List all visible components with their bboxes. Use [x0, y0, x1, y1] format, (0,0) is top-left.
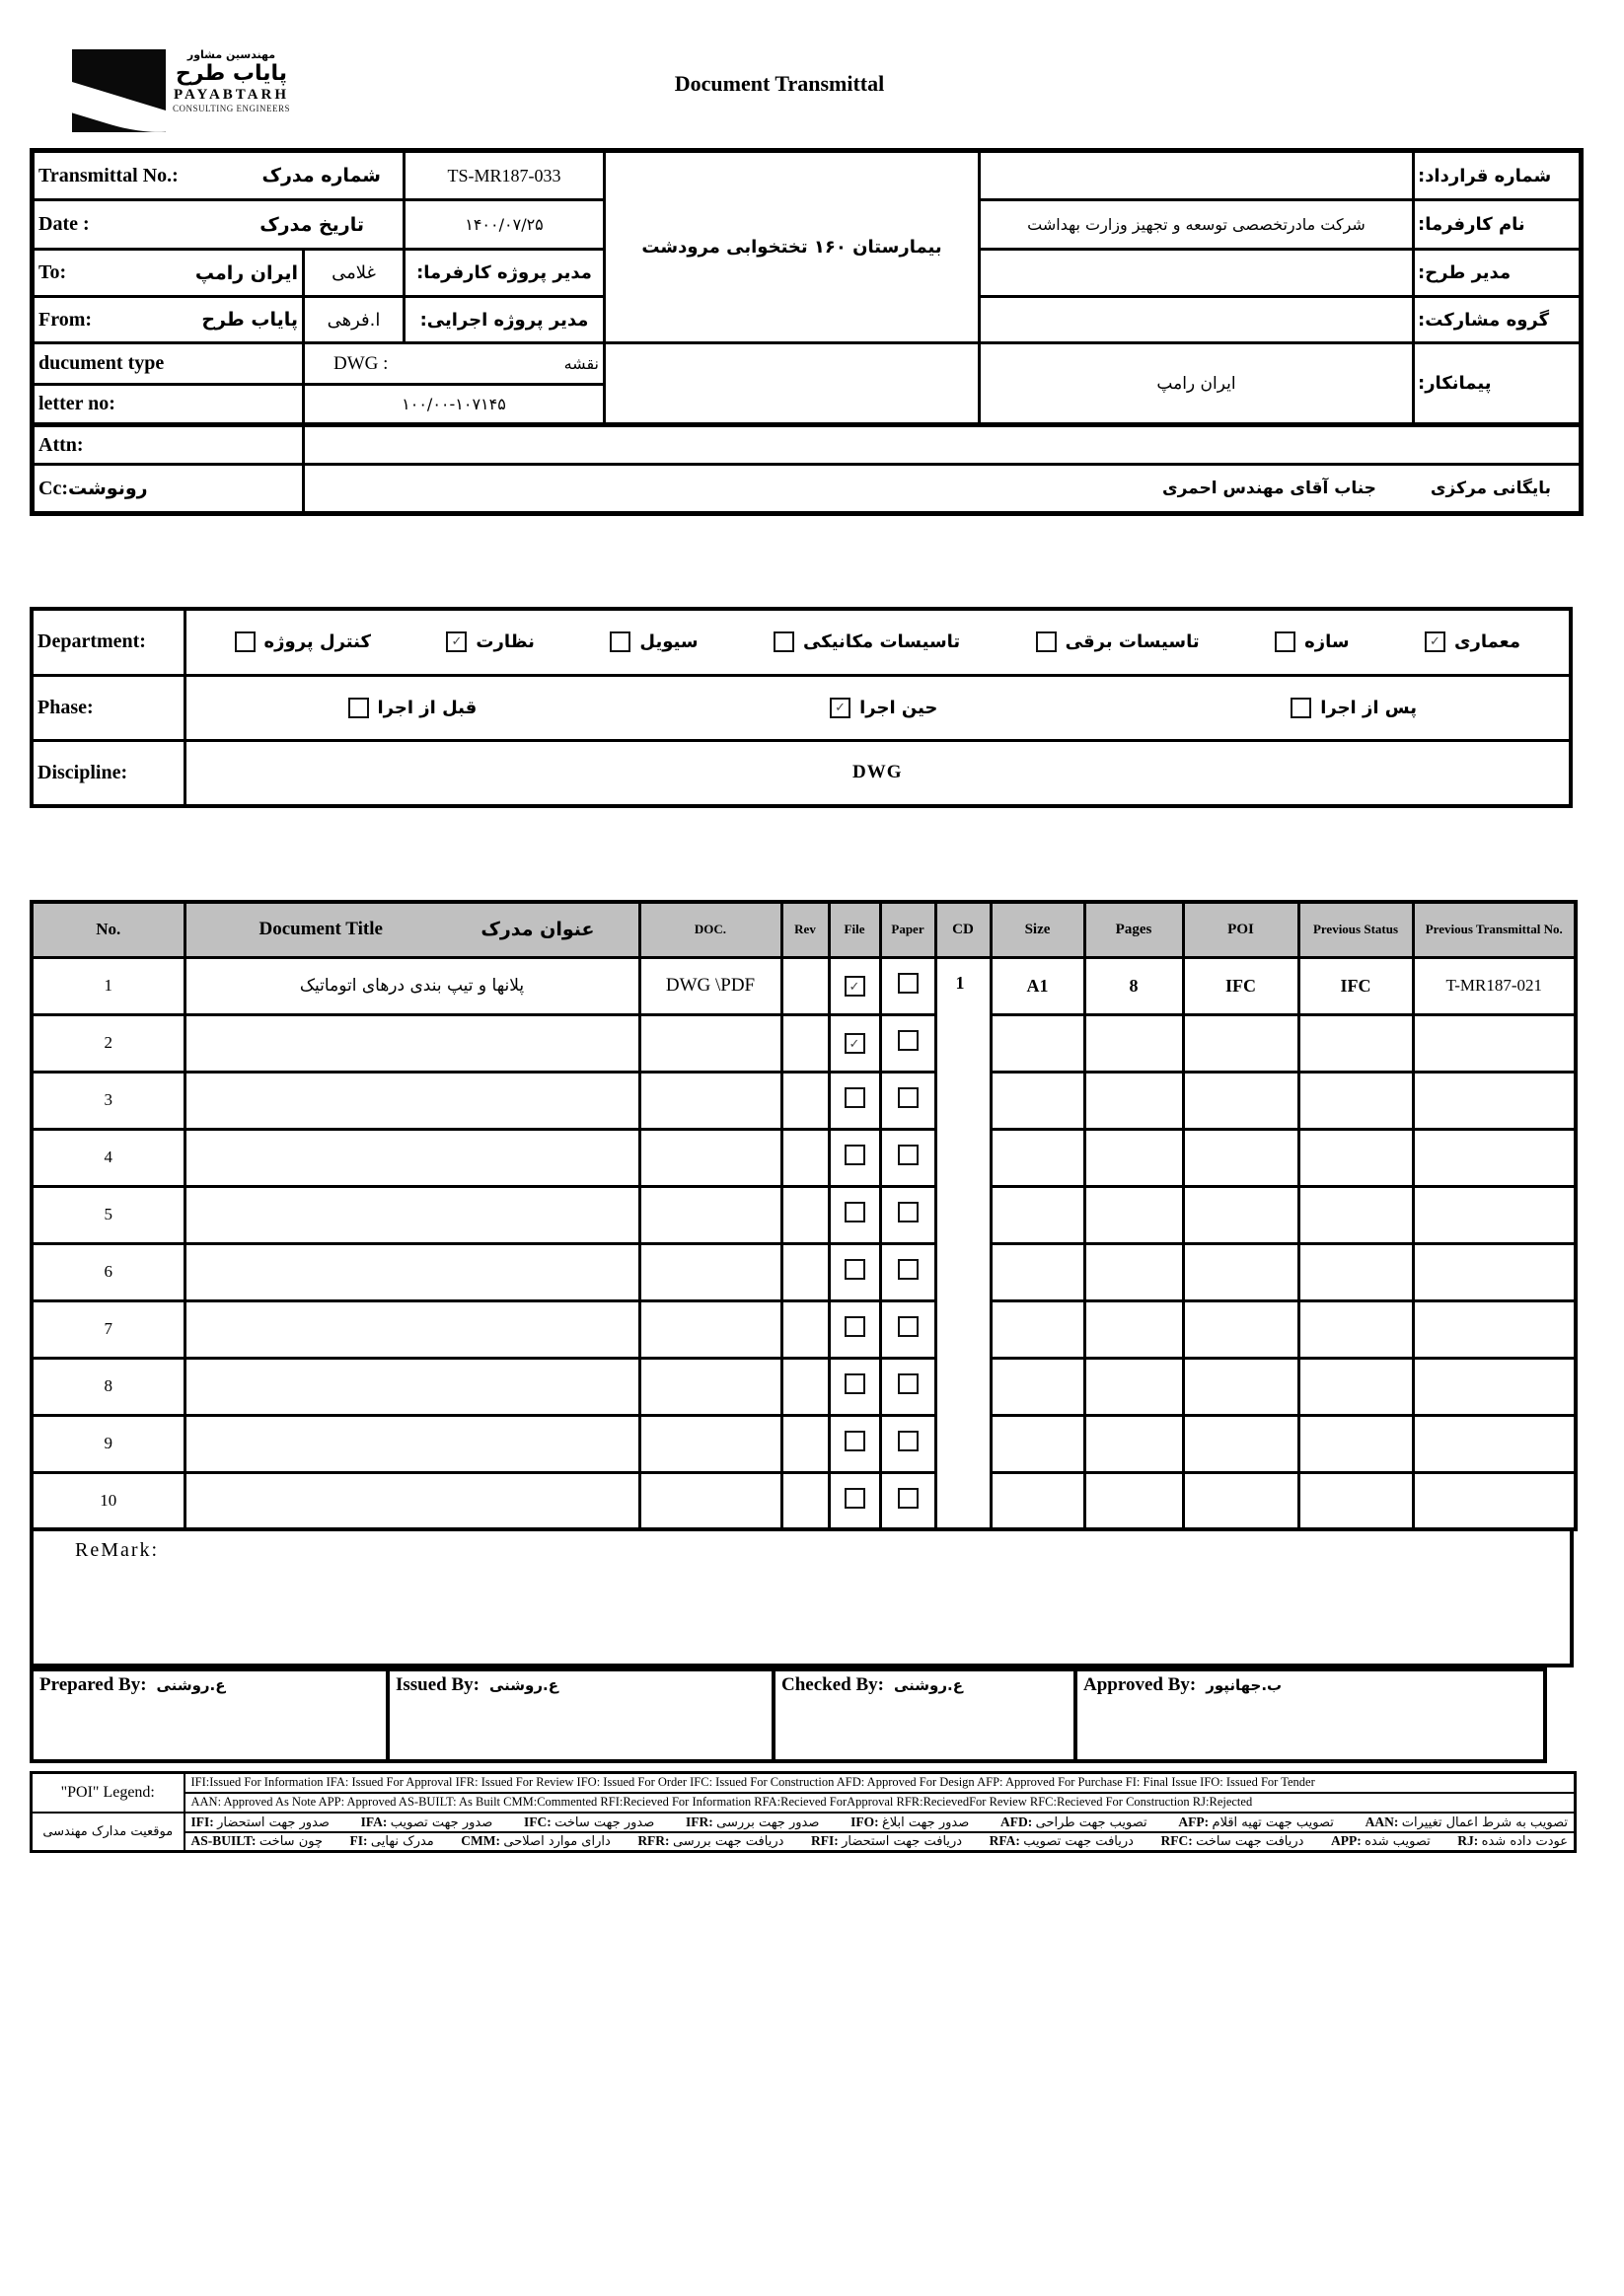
row-no: 5: [32, 1186, 185, 1243]
discipline-label: Discipline:: [32, 740, 185, 806]
cc-label: Cc:: [38, 477, 68, 499]
row-title: [185, 1014, 639, 1072]
legend-item-IFR: IFR: صدور جهت بررسی: [686, 1814, 820, 1830]
poi-legend-en-line1: IFI:Issued For Information IFA: Issued For Approval IFR: Issued For Review IFO: Issued For Order IFC: Issued For Construction AFD: Approved For Design AFP: Approved For Purchase FI: Final Issue IFO: Issued For Tender: [185, 1773, 1576, 1793]
phase-options-cell: [185, 675, 1571, 740]
legend-item-IFI: IFI: صدور جهت استحضار: [190, 1814, 330, 1830]
discipline-value: DWG: [185, 740, 1571, 806]
doc-table-row: [32, 957, 1576, 1014]
row-paper-cell: [880, 1415, 935, 1472]
row-size: [991, 1014, 1084, 1072]
transmittal-no-label: Transmittal No.:: [38, 164, 179, 186]
paper-checkbox-icon[interactable]: [898, 1087, 919, 1108]
cc-label-cell: [33, 465, 304, 514]
row-pages: [1084, 1415, 1183, 1472]
row-prev-transmittal: [1413, 1358, 1576, 1415]
row-prev-status: [1298, 1072, 1413, 1129]
row-prev-transmittal: [1413, 1014, 1576, 1072]
doc-table-row: [32, 1472, 1576, 1529]
row-size: [991, 1300, 1084, 1358]
paper-checkbox-icon[interactable]: [898, 1373, 919, 1394]
cc-value-cell: [304, 465, 1582, 514]
row-title: [185, 1072, 639, 1129]
checkbox-icon[interactable]: ✓: [830, 698, 850, 718]
row-poi: [1183, 1415, 1298, 1472]
legend-item-IFA: IFA: صدور جهت تصویب: [360, 1814, 493, 1830]
row-title: [185, 1129, 639, 1186]
department-option-label: نظارت: [476, 631, 535, 653]
row-no: 10: [32, 1472, 185, 1529]
row-paper-cell: [880, 1472, 935, 1529]
document-list-table: [30, 900, 1578, 1531]
phase-option-label: قبل از اجرا: [377, 697, 478, 718]
prepared-by-label: Prepared By:: [39, 1674, 147, 1695]
to-cell: [33, 250, 304, 297]
row-size: A1: [991, 957, 1084, 1014]
row-pages: [1084, 1300, 1183, 1358]
row-poi: [1183, 1300, 1298, 1358]
row-title: [185, 1186, 639, 1243]
col-header-size: Size: [991, 902, 1084, 957]
to-label: To:: [38, 261, 67, 283]
logo-company-name: PAYABTARH: [173, 86, 290, 103]
legend-item-CMM: CMM: دارای موارد اصلاحی: [461, 1833, 611, 1850]
doc-table-row: [32, 1358, 1576, 1415]
row-no: 8: [32, 1358, 185, 1415]
row-poi: [1183, 1072, 1298, 1129]
col-header-no: No.: [32, 902, 185, 957]
checkbox-icon[interactable]: ✓: [446, 631, 467, 652]
row-pages: 8: [1084, 957, 1183, 1014]
remark-box: [30, 1527, 1574, 1667]
row-prev-status: [1298, 1300, 1413, 1358]
col-header-title: [185, 902, 639, 957]
col-header-paper: Paper: [880, 902, 935, 957]
col-header-prev-transmittal: Previous Transmittal No.: [1413, 902, 1576, 957]
partnership-label: گروه مشارکت:: [1414, 297, 1582, 343]
prepared-by-value: ع.روشنی: [156, 1676, 226, 1694]
prepared-by-box: [30, 1667, 390, 1763]
col-header-title-fa: عنوان مدرک: [480, 919, 595, 941]
issued-by-value: ع.روشنی: [489, 1676, 558, 1694]
row-size: [991, 1072, 1084, 1129]
row-pages: [1084, 1243, 1183, 1300]
checkbox-icon[interactable]: [1275, 631, 1295, 652]
col-header-poi: POI: [1183, 902, 1298, 957]
row-prev-status: [1298, 1358, 1413, 1415]
row-pages: [1084, 1072, 1183, 1129]
contractor-value: ایران رامپ: [980, 343, 1414, 425]
row-prev-transmittal: [1413, 1243, 1576, 1300]
row-prev-transmittal: [1413, 1186, 1576, 1243]
approved-by-label: Approved By:: [1083, 1674, 1197, 1695]
col-header-rev: Rev: [781, 902, 829, 957]
row-prev-transmittal: T-MR187-021: [1413, 957, 1576, 1014]
doc-type-value-fa: نقشه: [563, 354, 599, 373]
doc-table-row: [32, 1129, 1576, 1186]
doc-table-row: [32, 1300, 1576, 1358]
row-no: 3: [32, 1072, 185, 1129]
row-rev: [781, 1415, 829, 1472]
row-paper-cell: [880, 1243, 935, 1300]
department-option-label: سازه: [1304, 631, 1350, 653]
legend-item-IFO: IFO: صدور جهت ابلاغ: [850, 1814, 970, 1830]
col-header-title-en: Document Title: [258, 919, 383, 940]
contractor-label: پیمانکار:: [1414, 343, 1582, 425]
transmittal-info-table: [30, 148, 1584, 516]
row-rev: [781, 957, 829, 1014]
row-doc-type: [639, 1014, 781, 1072]
row-size: [991, 1358, 1084, 1415]
exec-pm-label: مدیر پروژه اجرایی:: [405, 297, 605, 343]
row-prev-status: [1298, 1415, 1413, 1472]
project-name: بیمارستان ۱۶۰ تختخوابی مرودشت: [605, 151, 980, 343]
row-doc-type: [639, 1472, 781, 1529]
doc-table-row: [32, 1243, 1576, 1300]
paper-checkbox-icon[interactable]: [898, 1202, 919, 1222]
row-rev: [781, 1300, 829, 1358]
doc-table-row: [32, 1186, 1576, 1243]
phase-option-0: [1291, 698, 1417, 718]
checkbox-icon[interactable]: ✓: [1425, 631, 1445, 652]
row-prev-transmittal: [1413, 1300, 1576, 1358]
row-title: [185, 1300, 639, 1358]
file-checkbox-icon[interactable]: [845, 1316, 865, 1337]
doc-table-row: [32, 1014, 1576, 1072]
row-doc-type: [639, 1129, 781, 1186]
row-file-cell: [829, 957, 880, 1014]
poi-legend-title: "POI" Legend:: [32, 1773, 185, 1813]
row-poi: [1183, 1014, 1298, 1072]
transmittal-no-label-cell: [33, 151, 405, 200]
row-doc-type: [639, 1300, 781, 1358]
row-no: 4: [32, 1129, 185, 1186]
row-pages: [1084, 1014, 1183, 1072]
transmittal-no-label-fa: شماره مدرک: [261, 165, 381, 186]
file-checkbox-icon[interactable]: [845, 1202, 865, 1222]
paper-checkbox-icon[interactable]: [898, 1030, 919, 1051]
issued-by-label: Issued By:: [396, 1674, 480, 1695]
date-value: ۱۴۰۰/۰۷/۲۵: [405, 200, 605, 250]
file-checkbox-icon[interactable]: [845, 1087, 865, 1108]
row-title: [185, 1243, 639, 1300]
date-label-fa: تاریخ مدرک: [259, 213, 364, 236]
col-header-pages: Pages: [1084, 902, 1183, 957]
from-cell: [33, 297, 304, 343]
attn-value: [304, 425, 1582, 465]
row-poi: [1183, 1243, 1298, 1300]
file-checkbox-icon[interactable]: ✓: [845, 976, 865, 997]
page-title: Document Transmittal: [674, 71, 885, 96]
paper-checkbox-icon[interactable]: [898, 1145, 919, 1165]
paper-checkbox-icon[interactable]: [898, 973, 919, 994]
department-option-label: سیویل: [639, 631, 699, 653]
row-file-cell: [829, 1472, 880, 1529]
from-label: From:: [38, 308, 93, 331]
row-pages: [1084, 1186, 1183, 1243]
paper-checkbox-icon[interactable]: [898, 1431, 919, 1451]
file-checkbox-icon[interactable]: ✓: [845, 1033, 865, 1054]
legend-item-RFA: RFA: دریافت جهت تصویب: [989, 1833, 1134, 1850]
row-poi: [1183, 1358, 1298, 1415]
row-paper-cell: [880, 1300, 935, 1358]
row-paper-cell: [880, 1072, 935, 1129]
row-size: [991, 1415, 1084, 1472]
row-size: [991, 1472, 1084, 1529]
approved-by-box: [1073, 1667, 1547, 1763]
row-paper-cell: [880, 1014, 935, 1072]
checkbox-icon[interactable]: [774, 631, 794, 652]
legend-item-APP: APP: تصویب شده: [1330, 1833, 1431, 1850]
legend-item-RFR: RFR: دریافت جهت بررسی: [637, 1833, 784, 1850]
row-size: [991, 1243, 1084, 1300]
row-no: 2: [32, 1014, 185, 1072]
row-pages: [1084, 1358, 1183, 1415]
row-pages: [1084, 1129, 1183, 1186]
legend-item-FI: FI: مدرک نهایی: [349, 1833, 434, 1850]
partnership-value: [980, 297, 1414, 343]
row-no: 7: [32, 1300, 185, 1358]
letter-no-label: letter no:: [33, 385, 304, 425]
date-label: Date :: [38, 213, 90, 235]
row-doc-type: [639, 1415, 781, 1472]
client-pm-label: مدیر پروژه کارفرما:: [405, 250, 605, 297]
row-rev: [781, 1014, 829, 1072]
legend-item-IFC: IFC: صدور جهت ساخت: [524, 1814, 655, 1830]
row-file-cell: [829, 1186, 880, 1243]
transmittal-no-value: TS-MR187-033: [405, 151, 605, 200]
col-header-cd: CD: [935, 902, 991, 957]
phase-option-label: حین اجرا: [859, 697, 938, 718]
row-doc-type: [639, 1358, 781, 1415]
phase-label: Phase:: [32, 675, 185, 740]
legend-item-RFI: RFI: دریافت جهت استحضار: [810, 1833, 963, 1850]
legend-item-AS-BUILT: AS-BUILT: چون ساخت: [190, 1833, 323, 1850]
doc-type-cell: [304, 343, 605, 385]
logo-fa-name: پایاب طرح: [175, 60, 288, 86]
row-poi: [1183, 1186, 1298, 1243]
row-title: [185, 1415, 639, 1472]
department-table: [30, 607, 1573, 808]
row-prev-transmittal: [1413, 1415, 1576, 1472]
row-file-cell: [829, 1358, 880, 1415]
poi-legend-fa-line2-cell: [185, 1832, 1576, 1852]
row-title: پلانها و تیپ بندی درهای اتوماتیک: [185, 957, 639, 1014]
checked-by-label: Checked By:: [781, 1674, 884, 1695]
file-checkbox-icon[interactable]: [845, 1145, 865, 1165]
poi-legend-en-line2: AAN: Approved As Note APP: Approved AS-BUILT: As Built CMM:Commented RFI:Recieved For Information RFA:Recieved ForApproval RFR:RecievedFor Review RFC:Recieved For Construction RJ:Rejected: [185, 1793, 1576, 1813]
department-options-cell: [185, 609, 1571, 675]
contract-no-label: شماره قرارداد:: [1414, 151, 1582, 200]
col-header-file: File: [829, 902, 880, 957]
row-title: [185, 1472, 639, 1529]
row-rev: [781, 1186, 829, 1243]
checkbox-icon[interactable]: [348, 698, 369, 718]
row-no: 1: [32, 957, 185, 1014]
cc-value-main: جناب آقای مهندس احمری: [1161, 479, 1376, 498]
row-prev-status: [1298, 1243, 1413, 1300]
row-prev-status: IFC: [1298, 957, 1413, 1014]
row-title: [185, 1358, 639, 1415]
from-person: ا.فرهی: [304, 297, 405, 343]
paper-checkbox-icon[interactable]: [898, 1316, 919, 1337]
phase-options: [190, 698, 1566, 718]
client-name-value: شرکت مادرتخصصی توسعه و تجهیز وزارت بهداشت: [980, 200, 1414, 250]
department-option-6: [235, 631, 371, 652]
department-option-3: [774, 631, 960, 652]
contract-no-value: [980, 151, 1414, 200]
paper-checkbox-icon[interactable]: [898, 1488, 919, 1509]
row-paper-cell: [880, 1358, 935, 1415]
col-header-prev-status: Previous Status: [1298, 902, 1413, 957]
row-doc-type: [639, 1186, 781, 1243]
row-size: [991, 1129, 1084, 1186]
to-person: غلامی: [304, 250, 405, 297]
row-prev-status: [1298, 1472, 1413, 1529]
department-option-1: [1275, 631, 1349, 652]
issued-by-box: [386, 1667, 775, 1763]
row-prev-status: [1298, 1014, 1413, 1072]
approved-by-value: ب.جهانپور: [1206, 1676, 1283, 1694]
row-file-cell: [829, 1243, 880, 1300]
row-no: 9: [32, 1415, 185, 1472]
checkbox-icon[interactable]: [610, 631, 630, 652]
row-rev: [781, 1472, 829, 1529]
legend-item-AFP: AFP: تصویب جهت تهیه اقلام: [1178, 1814, 1334, 1830]
checkbox-icon[interactable]: [1036, 631, 1057, 652]
row-prev-status: [1298, 1186, 1413, 1243]
doc-type-label: ducument type: [33, 343, 304, 385]
doc-type-value: DWG :: [333, 352, 389, 374]
row-doc-type: DWG \PDF: [639, 957, 781, 1014]
file-checkbox-icon[interactable]: [845, 1488, 865, 1509]
department-option-2: [1036, 631, 1200, 652]
legend-item-AAN: AAN: تصویب به شرط اعمال تغییرات: [1365, 1814, 1568, 1830]
letter-no-value: ۱۰۰/۰۰-۱۰۷۱۴۵: [304, 385, 605, 425]
phase-option-label: پس از اجرا: [1320, 697, 1417, 718]
legend-item-AFD: AFD: تصویب جهت طراحی: [999, 1814, 1147, 1830]
poi-legend-table: [30, 1771, 1577, 1853]
row-rev: [781, 1072, 829, 1129]
checked-by-value: ع.روشنی: [893, 1676, 963, 1694]
row-pages: [1084, 1472, 1183, 1529]
design-manager-label: مدیر طرح:: [1414, 250, 1582, 297]
client-name-label: نام کارفرما:: [1414, 200, 1582, 250]
department-label: Department:: [32, 609, 185, 675]
info-spacer-cell: [605, 343, 980, 425]
attn-label: Attn:: [33, 425, 304, 465]
phase-option-1: [830, 698, 937, 718]
date-label-cell: [33, 200, 405, 250]
row-paper-cell: [880, 1186, 935, 1243]
checkbox-icon[interactable]: [235, 631, 256, 652]
poi-legend-fa-line1-cell: [185, 1813, 1576, 1832]
file-checkbox-icon[interactable]: [845, 1431, 865, 1451]
row-file-cell: [829, 1300, 880, 1358]
row-rev: [781, 1358, 829, 1415]
legend-item-RFC: RFC: دریافت جهت ساخت: [1160, 1833, 1304, 1850]
row-poi: IFC: [1183, 957, 1298, 1014]
department-option-5: [446, 631, 535, 652]
phase-option-2: [348, 698, 478, 718]
row-doc-type: [639, 1072, 781, 1129]
file-checkbox-icon[interactable]: [845, 1373, 865, 1394]
row-file-cell: [829, 1014, 880, 1072]
checkbox-icon[interactable]: [1291, 698, 1311, 718]
row-prev-transmittal: [1413, 1472, 1576, 1529]
doc-table-row: [32, 1072, 1576, 1129]
legend-item-RJ: RJ: عودت داده شده: [1457, 1833, 1568, 1850]
checked-by-box: [772, 1667, 1077, 1763]
poi-legend-fa-line1: [191, 1815, 1569, 1830]
row-rev: [781, 1129, 829, 1186]
department-option-0: [1425, 631, 1520, 652]
paper-checkbox-icon[interactable]: [898, 1259, 919, 1280]
row-rev: [781, 1243, 829, 1300]
row-prev-transmittal: [1413, 1072, 1576, 1129]
department-options: [190, 631, 1566, 652]
poi-legend-side-label: موقعیت مدارک مهندسی: [32, 1813, 185, 1852]
row-doc-type: [639, 1243, 781, 1300]
logo-fa-tagline: مهندسین مشاور: [186, 48, 276, 61]
row-size: [991, 1186, 1084, 1243]
row-file-cell: [829, 1129, 880, 1186]
row-paper-cell: [880, 957, 935, 1014]
row-prev-status: [1298, 1129, 1413, 1186]
department-option-label: تاسیسات برقی: [1065, 631, 1200, 653]
department-option-4: [610, 631, 698, 652]
remark-label: ReMark:: [75, 1539, 160, 1561]
department-option-label: تاسیسات مکانیکی: [803, 631, 961, 653]
cd-merged-cell: 1: [935, 957, 991, 1529]
row-no: 6: [32, 1243, 185, 1300]
logo-company-subtitle: CONSULTING ENGINEERS: [173, 104, 290, 114]
doc-table-row: [32, 1415, 1576, 1472]
from-value: پایاب طرح: [201, 309, 298, 331]
design-manager-value: [980, 250, 1414, 297]
col-header-doc: DOC.: [639, 902, 781, 957]
poi-legend-fa-line2: [191, 1833, 1569, 1849]
row-poi: [1183, 1472, 1298, 1529]
cc-value-side: بایگانی مرکزی: [1430, 479, 1551, 498]
row-poi: [1183, 1129, 1298, 1186]
signatures-row: [30, 1667, 1547, 1763]
row-file-cell: [829, 1072, 880, 1129]
file-checkbox-icon[interactable]: [845, 1259, 865, 1280]
department-option-label: کنترل پروژه: [263, 631, 371, 653]
row-prev-transmittal: [1413, 1129, 1576, 1186]
department-option-label: معماری: [1454, 631, 1520, 653]
row-file-cell: [829, 1415, 880, 1472]
cc-label-fa: رونوشت: [67, 477, 148, 499]
row-paper-cell: [880, 1129, 935, 1186]
to-value: ایران رامپ: [194, 261, 298, 284]
